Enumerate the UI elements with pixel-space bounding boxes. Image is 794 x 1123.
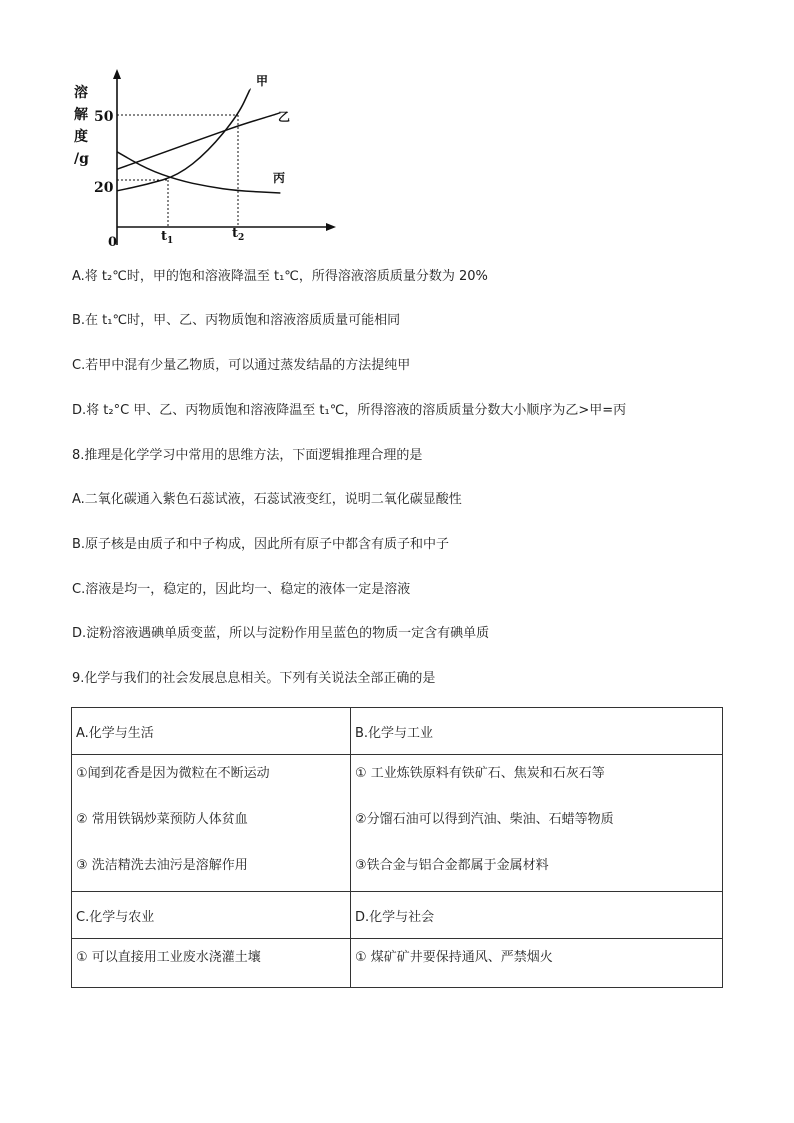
origin-label: 0 <box>108 235 118 250</box>
curve-label-jia: 甲 <box>256 74 269 88</box>
y-axis-label <box>74 84 89 167</box>
ylabel-char: 解 <box>74 107 88 123</box>
table-row <box>72 708 723 755</box>
list-item: ②分馏石油可以得到汽油、柴油、石蜡等物质 <box>355 812 614 827</box>
list-item: ③ 洗洁精洗去油污是溶解作用 <box>76 858 248 873</box>
list-item: ① 工业炼铁原料有铁矿石、焦炭和石灰石等 <box>355 766 605 781</box>
x-axis-arrow <box>326 223 336 231</box>
cell-c-head: C.化学与农业 <box>72 892 351 939</box>
x-tick-t2 <box>232 226 244 243</box>
table-row <box>72 939 723 988</box>
q8-option-d: D.淀粉溶液遇碘单质变蓝，所以与淀粉作用呈蓝色的物质一定含有碘单质 <box>72 626 490 641</box>
q8-option-a: A.二氧化碳通入紫色石蕊试液，石蕊试液变红，说明二氧化碳显酸性 <box>72 492 462 507</box>
q8-stem: 8.推理是化学学习中常用的思维方法，下面逻辑推理合理的是 <box>72 448 423 463</box>
q8-option-c: C.溶液是均一，稳定的，因此均一、稳定的液体一定是溶液 <box>72 582 411 597</box>
curve-series-2 <box>117 113 280 169</box>
list-item: ① 煤矿矿井要保持通风、严禁烟火 <box>355 950 553 965</box>
chart-axes <box>113 69 336 245</box>
list-item: ①闻到花香是因为微粒在不断运动 <box>76 766 270 781</box>
cell-a-head: A.化学与生活 <box>72 708 351 755</box>
ylabel-char: 度 <box>74 129 88 145</box>
q9-stem: 9.化学与我们的社会发展息息相关。下列有关说法全部正确的是 <box>72 671 436 686</box>
curve-label-yi: 乙 <box>278 110 291 124</box>
cell-c-body <box>72 939 351 988</box>
list-item: ① 可以直接用工业废水浇灌土壤 <box>76 950 261 965</box>
q8-option-b: B.原子核是由质子和中子构成，因此所有原子中都含有质子和中子 <box>72 537 450 552</box>
svg-text:t2: $t_2$ <box>232 226 245 243</box>
list-item: ② 常用铁锅炒菜预防人体贫血 <box>76 812 248 827</box>
y-tick-50: 50 <box>94 109 114 125</box>
curve-series-1 <box>117 89 250 191</box>
q7-option-a: A.将 t₂℃时，甲的饱和溶液降温至 t₁℃，所得溶液溶质质量分数为 20% <box>72 269 488 284</box>
q7-option-d: D.将 t₂°C 甲、乙、丙物质饱和溶液降温至 t₁℃，所得溶液的溶质质量分数大小顺序为乙>甲=丙 <box>72 403 627 418</box>
table-row <box>72 892 723 939</box>
q7-option-b: B.在 t₁℃时，甲、乙、丙物质饱和溶液溶质质量可能相同 <box>72 313 401 328</box>
svg-text:t1: $t_1$ <box>161 229 174 246</box>
cell-a-body <box>72 755 351 892</box>
ylabel-char: 溶 <box>74 85 88 101</box>
x-tick-t1 <box>161 229 173 246</box>
cell-d-head: D.化学与社会 <box>351 892 723 939</box>
curve-label-bing: 丙 <box>273 171 286 185</box>
table-row <box>72 755 723 892</box>
y-tick-20: 20 <box>94 180 114 196</box>
q9-options-table <box>71 707 723 988</box>
y-axis-arrow <box>113 69 121 79</box>
list-item: ③铁合金与铝合金都属于金属材料 <box>355 858 549 873</box>
cell-d-body <box>351 939 723 988</box>
q7-option-c: C.若甲中混有少量乙物质，可以通过蒸发结晶的方法提纯甲 <box>72 358 411 373</box>
solubility-chart <box>68 55 348 255</box>
cell-b-head: B.化学与工业 <box>351 708 723 755</box>
ylabel-char: /g <box>74 151 89 167</box>
cell-b-body <box>351 755 723 892</box>
